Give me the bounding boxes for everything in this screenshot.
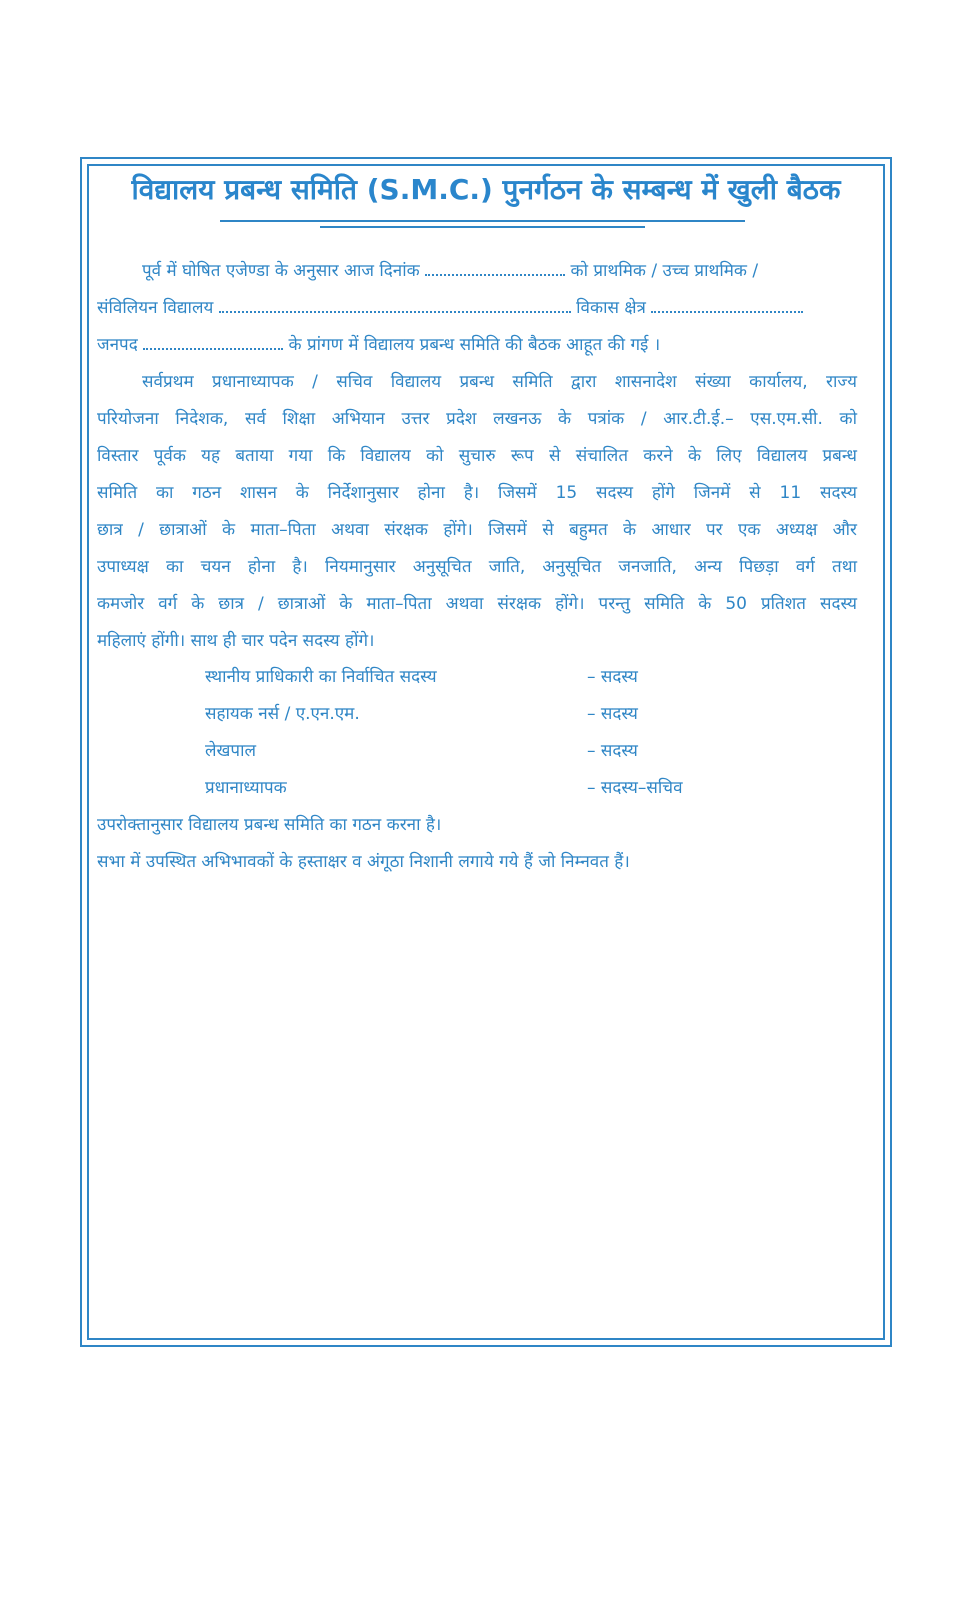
member-name: लेखपाल — [205, 741, 257, 761]
body-line: महिलाएं होंगी। साथ ही चार पदेन सदस्य होंगे। — [97, 631, 375, 651]
member-role: – सदस्य–सचिव — [587, 778, 683, 798]
date-blank — [425, 260, 565, 276]
body-line: विस्तार पूर्वक यह बताया गया कि विद्यालय को सुचारु रूप से संचालित करने के लिए विद्यालय प्रबन्ध — [97, 446, 857, 466]
school-blank — [219, 297, 571, 313]
title-underline-1 — [220, 220, 745, 222]
intro-text: पूर्व में घोषित एजेण्डा के अनुसार आज दिनांक — [142, 261, 420, 281]
body-line: कमजोर वर्ग के छात्र / छात्राओं के माता–पिता अथवा संरक्षक होंगे। परन्तु समिति के 50 प्रतिशत सदस्य — [97, 594, 857, 614]
body-line: उपाध्यक्ष का चयन होना है। नियमानुसार अनुसूचित जाति, अनुसूचित जनजाति, अन्य पिछड़ा वर्ग तथा — [97, 557, 857, 577]
body-line: सर्वप्रथम प्रधानाध्यापक / सचिव विद्यालय प्रबन्ध समिति द्वारा शासनादेश संख्या कार्यालय, राज्य — [142, 372, 857, 392]
document-title: विद्यालय प्रबन्ध समिति (S.M.C.) पुनर्गठन के सम्बन्ध में खुली बैठक — [131, 173, 841, 206]
district-blank — [143, 334, 283, 350]
body-line: समिति का गठन शासन के निर्देशानुसार होना है। जिसमें 15 सदस्य होंगे जिनमें से 11 सदस्य — [97, 483, 857, 503]
member-role: – सदस्य — [587, 741, 638, 761]
member-role: – सदस्य — [587, 667, 638, 687]
intro-text: विकास क्षेत्र — [576, 298, 646, 318]
closing-line-2: सभा में उपस्थित अभिभावकों के हस्ताक्षर व अंगूठा निशानी लगाये गये हैं जो निम्नवत हैं। — [97, 852, 630, 872]
body-line: परियोजना निदेशक, सर्व शिक्षा अभियान उत्तर प्रदेश लखनऊ के पत्रांक / आर.टी.ई.– एस.एम.सी. को — [97, 409, 857, 429]
title-underline-2 — [320, 226, 645, 228]
intro-line-1 — [97, 259, 857, 283]
member-role: – सदस्य — [587, 704, 638, 724]
member-name: स्थानीय प्राधिकारी का निर्वाचित सदस्य — [205, 667, 437, 687]
member-name: सहायक नर्स / ए.एन.एम. — [205, 704, 360, 724]
intro-text: जनपद — [97, 335, 138, 355]
intro-text: संविलियन विद्यालय — [97, 298, 214, 318]
member-name: प्रधानाध्यापक — [205, 778, 287, 798]
intro-line-2 — [97, 296, 857, 320]
body-line: छात्र / छात्राओं के माता–पिता अथवा संरक्षक होंगे। जिसमें से बहुमत के आधार पर एक अध्यक्ष और — [97, 520, 857, 540]
intro-text: के प्रांगण में विद्यालय प्रबन्ध समिति की बैठक आहूत की गई । — [288, 335, 661, 355]
closing-line-1: उपरोक्तानुसार विद्यालय प्रबन्ध समिति का गठन करना है। — [97, 815, 442, 835]
block-blank — [651, 297, 803, 313]
intro-text: को प्राथमिक / उच्च प्राथमिक / — [570, 261, 759, 281]
intro-line-3 — [97, 333, 857, 357]
